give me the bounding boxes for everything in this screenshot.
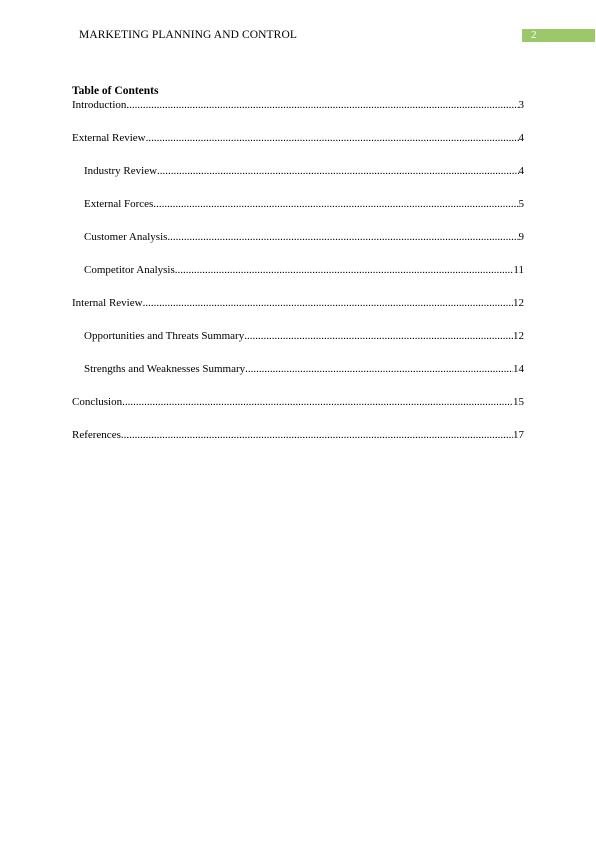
toc-entry-page: 4 bbox=[518, 132, 524, 144]
toc-entry-label: Strengths and Weaknesses Summary bbox=[84, 363, 246, 375]
toc-entry-internal-review[interactable] bbox=[72, 296, 524, 310]
toc-dot-leader bbox=[146, 131, 519, 145]
toc-entry-label: Industry Review bbox=[84, 165, 158, 177]
toc-dot-leader bbox=[143, 296, 513, 310]
toc-entry-label: Competitor Analysis bbox=[84, 264, 175, 276]
toc-dot-leader bbox=[244, 329, 513, 343]
toc-dot-leader bbox=[121, 428, 513, 442]
toc-dot-leader bbox=[157, 164, 518, 178]
page-number-badge: 2 bbox=[522, 29, 595, 42]
running-header-title: MARKETING PLANNING AND CONTROL bbox=[79, 29, 297, 41]
toc-entry-page: 9 bbox=[518, 231, 524, 243]
toc-dot-leader bbox=[153, 197, 518, 211]
toc-entry-introduction[interactable] bbox=[72, 98, 524, 112]
toc-entry-label: Conclusion bbox=[72, 396, 123, 408]
toc-entry-external-forces[interactable] bbox=[72, 197, 524, 211]
toc-entry-external-review[interactable] bbox=[72, 131, 524, 145]
toc-dot-leader bbox=[245, 362, 513, 376]
toc-entry-strengths-weaknesses[interactable] bbox=[72, 362, 524, 376]
toc-entry-industry-review[interactable] bbox=[72, 164, 524, 178]
toc-dot-leader bbox=[122, 395, 513, 409]
toc-entry-page: 12 bbox=[513, 330, 524, 342]
toc-entry-page: 3 bbox=[518, 99, 524, 111]
toc-entry-label: External Forces bbox=[84, 198, 154, 210]
toc-entry-page: 11 bbox=[513, 264, 524, 276]
toc-entry-label: Opportunities and Threats Summary bbox=[84, 330, 245, 342]
toc-entry-page: 5 bbox=[518, 198, 524, 210]
toc-list bbox=[72, 98, 524, 442]
toc-entry-label: External Review bbox=[72, 132, 146, 144]
toc-dot-leader bbox=[126, 98, 518, 112]
toc-entry-page: 15 bbox=[513, 396, 524, 408]
toc-entry-page: 14 bbox=[513, 363, 524, 375]
toc-entry-page: 17 bbox=[513, 429, 524, 441]
toc-entry-customer-analysis[interactable] bbox=[72, 230, 524, 244]
toc-entry-opportunities-threats[interactable] bbox=[72, 329, 524, 343]
toc-entry-conclusion[interactable] bbox=[72, 395, 524, 409]
toc-dot-leader bbox=[167, 230, 518, 244]
toc-entry-references[interactable] bbox=[72, 428, 524, 442]
toc-entry-label: Customer Analysis bbox=[84, 231, 168, 243]
toc-entry-label: Introduction bbox=[72, 99, 127, 111]
toc-entry-competitor-analysis[interactable] bbox=[72, 263, 524, 277]
toc-dot-leader bbox=[175, 263, 514, 277]
toc-heading: Table of Contents bbox=[72, 85, 159, 97]
toc-entry-page: 4 bbox=[518, 165, 524, 177]
toc-entry-label: Internal Review bbox=[72, 297, 143, 309]
table-of-contents bbox=[72, 84, 524, 442]
toc-entry-label: References bbox=[72, 429, 121, 441]
toc-entry-page: 12 bbox=[513, 297, 524, 309]
